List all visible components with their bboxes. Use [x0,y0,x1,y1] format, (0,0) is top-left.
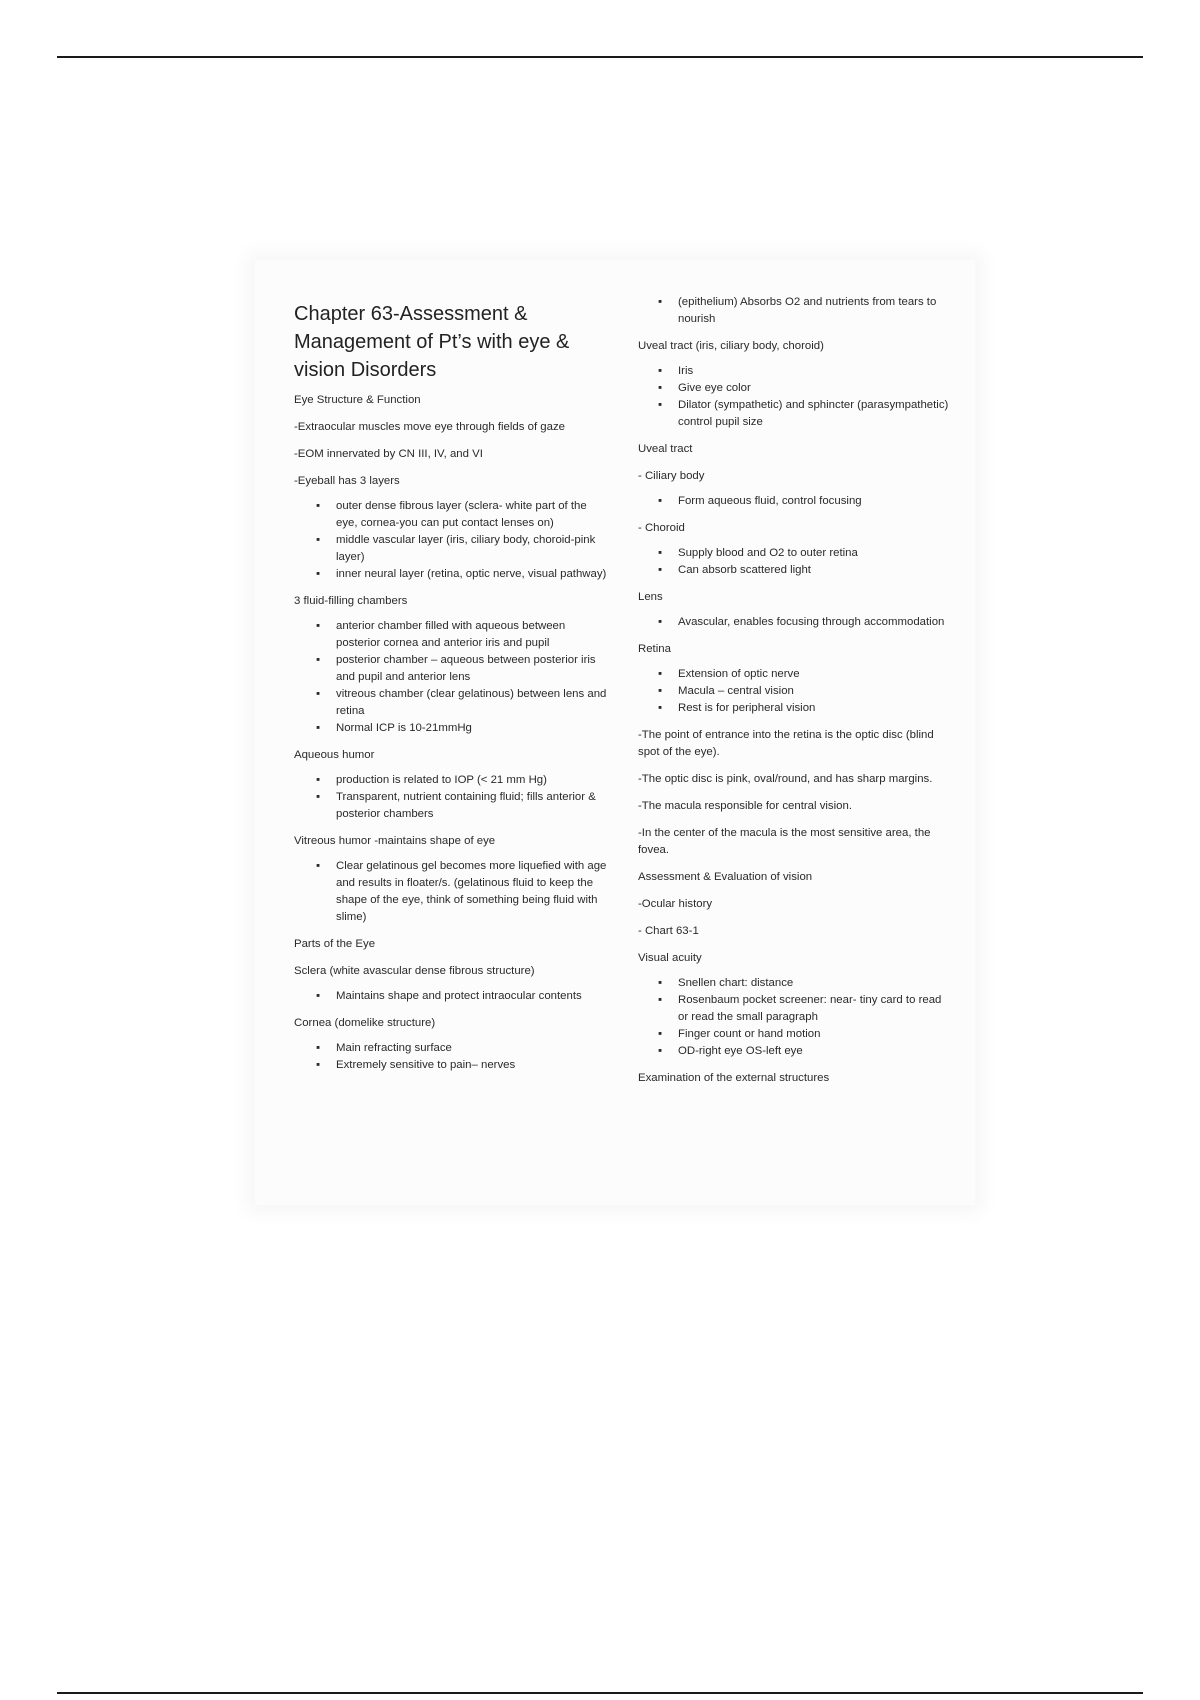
bullet-icon: ▪ [316,500,321,512]
bullet-icon: ▪ [658,977,663,989]
bullet-icon: ▪ [316,990,321,1002]
list-item: ▪ Transparent, nutrient containing fluid; fills anterior & posterior chambers [316,791,596,820]
top-rule [57,56,1143,58]
bottom-rule [57,1692,1143,1694]
ciliary-list [638,493,950,510]
choroid-heading: - Choroid [638,522,685,534]
macula-text: -The macula responsible for central vision. [638,800,852,812]
notes-page-image [255,260,975,1205]
bullet-icon: ▪ [316,620,321,632]
uveal-heading-2: Uveal tract [638,443,693,455]
bullet-icon: ▪ [316,791,321,803]
vitreous-heading: Vitreous humor -maintains shape of eye [294,835,496,847]
list-item: ▪ Finger count or hand motion [658,1026,950,1043]
lens-list [638,614,950,631]
assessment-heading: Assessment & Evaluation of vision [638,871,813,883]
list-item: ▪ posterior chamber – aqueous between posterior iris and pupil and anterior lens [316,654,596,683]
ocular-history-text: -Ocular history [638,898,713,910]
list-item: ▪ Can absorb scattered light [658,562,950,579]
bullet-icon: ▪ [316,774,321,786]
bullet-icon: ▪ [316,1059,321,1071]
list-item: ▪ production is related to IOP (< 21 mm Hg) [316,772,609,789]
external-structures-heading: Examination of the external structures [638,1072,830,1084]
bullet-icon: ▪ [316,654,321,666]
bullet-icon: ▪ [658,668,663,680]
bullet-icon: ▪ [316,722,321,734]
retina-heading: Retina [638,643,671,655]
optic-disc-text: -The optic disc is pink, oval/round, and has sharp margins. [638,773,933,785]
bullet-icon: ▪ [658,296,663,308]
parts-heading: Parts of the Eye [294,938,376,950]
list-item: ▪ Rosenbaum pocket screener: near- tiny card to read or read the small paragraph [658,994,942,1023]
list-item: ▪ middle vascular layer (iris, ciliary body, choroid-pink layer) [316,534,596,563]
left-column [294,300,609,1084]
bullet-icon: ▪ [658,564,663,576]
ciliary-heading: - Ciliary body [638,470,705,482]
list-item: ▪ (epithelium) Absorbs O2 and nutrients from tears to nourish [658,296,937,325]
acuity-list [638,975,950,1060]
uveal-list [638,363,950,431]
list-item: ▪ Extension of optic nerve [658,666,950,683]
list-item: ▪ Maintains shape and protect intraocular contents [316,988,609,1005]
bullet-icon: ▪ [658,547,663,559]
cornea-list [294,1040,609,1074]
bullet-icon: ▪ [316,860,321,872]
bullet-icon: ▪ [658,994,663,1006]
list-item: ▪ vitreous chamber (clear gelatinous) between lens and retina [316,688,607,717]
layers-list [294,498,609,583]
right-column [638,296,950,1097]
extraocular-text: -Extraocular muscles move eye through fields of gaze [294,421,565,433]
bullet-icon: ▪ [316,568,321,580]
vitreous-list [294,858,609,926]
bullet-icon: ▪ [658,702,663,714]
list-item: ▪ Dilator (sympathetic) and sphincter (parasympathetic) control pupil size [658,399,949,428]
list-item: ▪ Form aqueous fluid, control focusing [658,493,950,510]
list-item: ▪ Macula – central vision [658,683,950,700]
list-item: ▪ Clear gelatinous gel becomes more liquefied with age and results in floater/s. (gelatinous fluid to keep the shape of the eye, think of something being fluid with slime) [316,860,607,923]
eyeball-text: -Eyeball has 3 layers [294,475,400,487]
list-item: ▪ anterior chamber filled with aqueous between posterior cornea and anterior iris and pupil [316,620,566,649]
epithelium-list [638,294,950,328]
list-item: ▪ inner neural layer (retina, optic nerve, visual pathway) [316,566,609,583]
cornea-heading: Cornea (domelike structure) [294,1017,436,1029]
bullet-icon: ▪ [658,1045,663,1057]
acuity-heading: Visual acuity [638,952,702,964]
eye-structure-heading: Eye Structure & Function [294,394,421,406]
bullet-icon: ▪ [316,688,321,700]
list-item: ▪ Normal ICP is 10-21mmHg [316,720,609,737]
aqueous-heading: Aqueous humor [294,749,375,761]
lens-heading: Lens [638,591,663,603]
list-item: ▪ Snellen chart: distance [658,975,950,992]
chambers-heading: 3 fluid-filling chambers [294,595,408,607]
bullet-icon: ▪ [658,495,663,507]
choroid-list [638,545,950,579]
bullet-icon: ▪ [658,399,663,411]
list-item: ▪ Rest is for peripheral vision [658,700,950,717]
retina-list [638,666,950,717]
list-item: ▪ outer dense fibrous layer (sclera- white part of the eye, cornea-you can put contact lenses on) [316,500,587,529]
bullet-icon: ▪ [316,1042,321,1054]
list-item: ▪ Main refracting surface [316,1040,609,1057]
eom-text: -EOM innervated by CN III, IV, and VI [294,448,483,460]
sclera-list [294,988,609,1005]
bullet-icon: ▪ [658,365,663,377]
bullet-icon: ▪ [316,534,321,546]
list-item: ▪ Avascular, enables focusing through accommodation [658,614,950,631]
aqueous-list [294,772,609,823]
list-item: ▪ Extremely sensitive to pain– nerves [316,1057,609,1074]
list-item: ▪ Give eye color [658,380,950,397]
page-title: Chapter 63-Assessment & Management of Pt’s with eye & vision Disorders [294,303,570,381]
bullet-icon: ▪ [658,685,663,697]
uveal-heading: Uveal tract (iris, ciliary body, choroid) [638,340,824,352]
sclera-heading: Sclera (white avascular dense fibrous structure) [294,965,535,977]
bullet-icon: ▪ [658,616,663,628]
list-item: ▪ Supply blood and O2 to outer retina [658,545,950,562]
optic-entrance-text: -The point of entrance into the retina is the optic disc (blind spot of the eye). [638,729,934,758]
chambers-list [294,618,609,737]
chart-reference-text: - Chart 63-1 [638,925,699,937]
list-item: ▪ OD-right eye OS-left eye [658,1043,950,1060]
bullet-icon: ▪ [658,382,663,394]
list-item: ▪ Iris [658,363,950,380]
fovea-text: -In the center of the macula is the most sensitive area, the fovea. [638,827,931,856]
bullet-icon: ▪ [658,1028,663,1040]
